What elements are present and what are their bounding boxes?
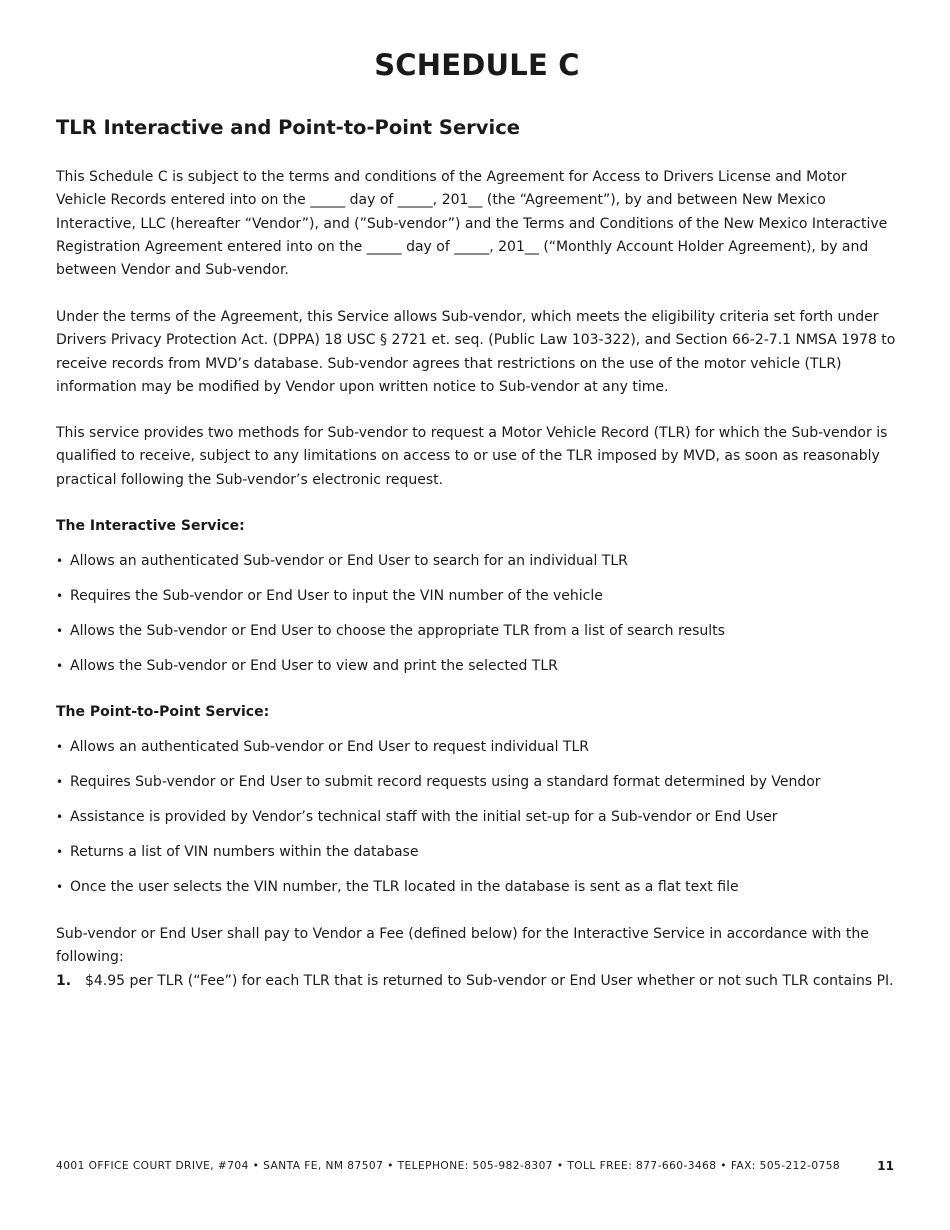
- intro-paragraph: This Schedule C is subject to the terms and conditions of the Agreement for Access to Drivers License and Motor Vehicle Records entered into on the _____ day of _____, 201__ (the “Agreement”), by and between New Mexico Interactive, LLC (hereafter “Vendor”), and (”Sub-vendor”) and the Terms and Conditions of the New Mexico Interactive Registration Agreement entered into on the _____ day of _____, 201__ (“Monthly Account Holder Agreement), by and between Vendor and Sub-vendor.: [56, 169, 888, 279]
- bullet-icon: •: [56, 589, 64, 603]
- fee-item-text: $4.95 per TLR (“Fee”) for each TLR that is returned to Sub-vendor or End User whether or not such TLR contains PI.: [85, 973, 894, 989]
- fee-intro: Sub-vendor or End User shall pay to Vendor a Fee (defined below) for the Interactive Service in accordance with the following:: [56, 926, 869, 966]
- bullet-icon: •: [56, 624, 64, 638]
- agreement-paragraph: Under the terms of the Agreement, this Service allows Sub-vendor, which meets the eligibility criteria set forth under Drivers Privacy Protection Act. (DPPA) 18 USC § 2721 et. seq. (Public Law 103-322), and Section 66-2-7.1 NMSA 1978 to receive records from MVD’s database. Sub-vendor agrees that restrictions on the use of the motor vehicle (TLR) information may be modified by Vendor upon written notice to Sub-vendor at any time.: [56, 309, 896, 395]
- list-item: • Assistance is provided by Vendor’s technical staff with the initial set-up for a Sub-vendor or End User: [56, 806, 898, 841]
- list-item: • Allows an authenticated Sub-vendor or End User to search for an individual TLR: [56, 550, 898, 585]
- list-item: • Returns a list of VIN numbers within the database: [56, 841, 898, 876]
- list-item: • Allows the Sub-vendor or End User to view and print the selected TLR: [56, 655, 898, 690]
- interactive-heading: The Interactive Service:: [56, 518, 245, 534]
- bullet-icon: •: [56, 880, 64, 894]
- p2p-heading: The Point-to-Point Service:: [56, 704, 270, 720]
- page-subtitle: TLR Interactive and Point-to-Point Service: [56, 116, 520, 139]
- bullet-icon: •: [56, 810, 64, 824]
- page-number: 11: [877, 1159, 894, 1173]
- p2p-list: [56, 736, 898, 911]
- list-item: • Allows the Sub-vendor or End User to choose the appropriate TLR from a list of search results: [56, 620, 898, 655]
- list-item: • Once the user selects the VIN number, the TLR located in the database is sent as a flat text file: [56, 876, 898, 911]
- footer-address: 4001 OFFICE COURT DRIVE, #704 • SANTA FE, NM 87507 • TELEPHONE: 505-982-8307 • TOLL FREE: 877-660-3468 • FAX: 505-212-0758: [56, 1160, 841, 1172]
- bullet-icon: •: [56, 554, 64, 568]
- list-item: • Allows an authenticated Sub-vendor or End User to request individual TLR: [56, 736, 898, 771]
- list-item: • Requires Sub-vendor or End User to submit record requests using a standard format determined by Vendor: [56, 771, 898, 806]
- fee-item-number: 1.: [56, 973, 72, 989]
- bullet-icon: •: [56, 775, 64, 789]
- bullet-icon: •: [56, 659, 64, 673]
- methods-paragraph: This service provides two methods for Sub-vendor to request a Motor Vehicle Record (TLR) for which the Sub-vendor is qualified to receive, subject to any limitations on access to or use of the TLR imposed by MVD, as soon as reasonably practical following the Sub-vendor’s electronic request.: [56, 425, 888, 488]
- page-footer: [56, 1160, 898, 1172]
- interactive-list: [56, 550, 898, 690]
- bullet-icon: •: [56, 845, 64, 859]
- fee-item: [56, 970, 898, 993]
- page-title: SCHEDULE C: [374, 48, 580, 82]
- bullet-icon: •: [56, 740, 64, 754]
- list-item: • Requires the Sub-vendor or End User to input the VIN number of the vehicle: [56, 585, 898, 620]
